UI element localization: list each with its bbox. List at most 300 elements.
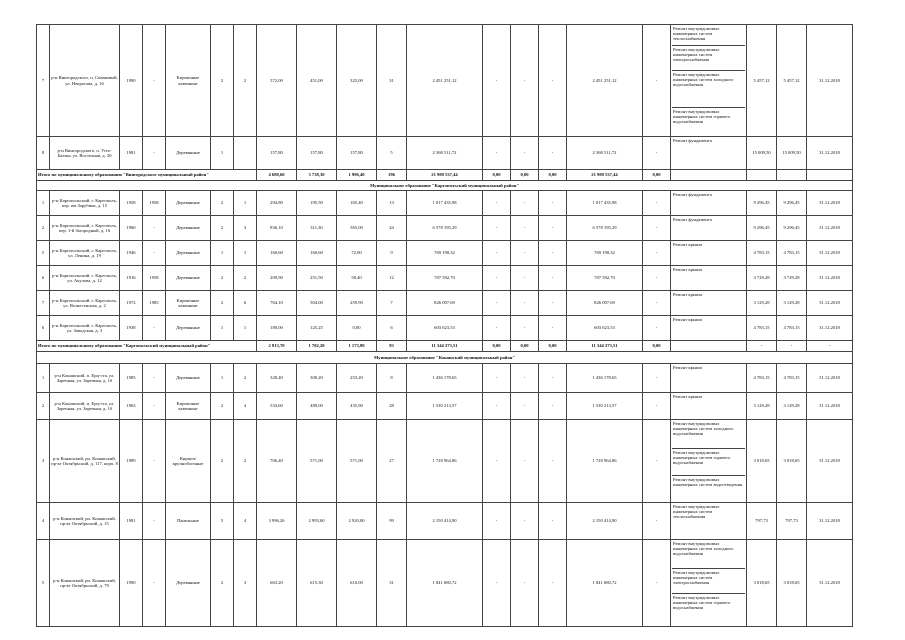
unit-cost: 4 783,15: [747, 241, 777, 266]
year-renovated: -: [143, 216, 166, 241]
table-row: [37, 420, 853, 503]
year-built: 1972: [120, 291, 143, 316]
completion-date: 31.12.2018: [807, 316, 853, 341]
completion-date: 31.12.2018: [807, 393, 853, 420]
work-type: Ремонт внутридомовых инженерных систем холодного водоснабжения: [672, 71, 745, 108]
completion-date: 31.12.2018: [807, 420, 853, 503]
fund-source: -: [483, 291, 511, 316]
owners-funds: 11 344 373,51: [567, 341, 643, 352]
other-funds: -: [643, 291, 671, 316]
unit-cost: 3 729,28: [747, 266, 777, 291]
works-cell: [671, 540, 747, 627]
owners-funds: 2 451 251,12: [567, 25, 643, 137]
living-area: 489,00: [297, 393, 337, 420]
fund-source: -: [539, 291, 567, 316]
other-funds: -: [643, 540, 671, 627]
total-cost: 769 190,32: [407, 241, 483, 266]
year-built: 1938: [120, 316, 143, 341]
private-area: 325,00: [337, 25, 377, 137]
owners-funds: 1 530 213,57: [567, 393, 643, 420]
fund-source: 0,00: [511, 341, 539, 352]
living-area: 3 738,30: [297, 170, 337, 181]
works-cell: [671, 216, 747, 241]
fund-source: -: [511, 364, 539, 393]
residents: 8: [377, 364, 407, 393]
work-type: Ремонт внутридомовых инженерных систем теплоснабжения: [672, 25, 745, 46]
floors: 1: [211, 241, 234, 266]
table-row: [37, 137, 853, 170]
other-funds: -: [643, 25, 671, 137]
max-unit-cost: 3 129,28: [777, 291, 807, 316]
table-row: [37, 364, 853, 393]
works-cell: [671, 316, 747, 341]
living-area: 2 993,60: [297, 503, 337, 540]
wall-material: Деревянные: [166, 137, 211, 170]
works-cell: [671, 191, 747, 216]
fund-source: -: [539, 364, 567, 393]
total-cost: 2 150 414,90: [407, 503, 483, 540]
fund-source: -: [511, 241, 539, 266]
year-built: 1990: [120, 25, 143, 137]
year-renovated: -: [143, 25, 166, 137]
year-renovated: -: [143, 420, 166, 503]
section-header-row: [37, 352, 853, 364]
max-unit-cost: 797,73: [777, 503, 807, 540]
fund-source: -: [483, 540, 511, 627]
floors: 1: [211, 364, 234, 393]
address-cell: р-н Конашский, п. Ерц-ста, ул. Заречная, ул. Заречная, д. 1б: [50, 393, 120, 420]
total-cost: 787 592,70: [407, 266, 483, 291]
other-funds: -: [643, 316, 671, 341]
works-cell: [671, 364, 747, 393]
fund-source: -: [539, 503, 567, 540]
fund-source: -: [511, 216, 539, 241]
fund-source: -: [483, 503, 511, 540]
wall-material: Деревянные: [166, 364, 211, 393]
address-cell: р-н Каргопольский, г. Каргополь, ул. Акулова, д. 12: [50, 266, 120, 291]
fund-source: 0,00: [483, 170, 511, 181]
row-number: 5: [37, 241, 50, 266]
total-area: 663,20: [257, 540, 297, 627]
unit-cost: 3 018,65: [747, 540, 777, 627]
living-area: 251,50: [297, 266, 337, 291]
other-funds: -: [643, 420, 671, 503]
fund-source: -: [511, 393, 539, 420]
total-cost: 6 578 195,29: [407, 216, 483, 241]
owners-funds: 1 728 964,86: [567, 420, 643, 503]
total-area: 533,60: [257, 393, 297, 420]
table-row: [37, 25, 853, 137]
floors: 2: [211, 540, 234, 627]
living-area: 571,00: [297, 420, 337, 503]
entrances: 1: [234, 191, 257, 216]
wall-material: Деревянные: [166, 216, 211, 241]
fund-source: -: [511, 420, 539, 503]
fund-source: -: [511, 191, 539, 216]
max-unit-cost: 4 783,15: [777, 364, 807, 393]
fund-source: -: [511, 316, 539, 341]
total-area: 328,40: [257, 364, 297, 393]
total-cost: 21 909 537,44: [407, 170, 483, 181]
entrances: 1: [234, 316, 257, 341]
works-cell: [671, 291, 747, 316]
total-area: 209,90: [257, 266, 297, 291]
owners-funds: 2 368 511,72: [567, 137, 643, 170]
living-area: 195,50: [297, 191, 337, 216]
year-renovated: -: [143, 503, 166, 540]
table-row: [37, 291, 853, 316]
wall-material: Кирпич/ крупноблочные: [166, 420, 211, 503]
living-area: 125,25: [297, 316, 337, 341]
fund-source: -: [511, 503, 539, 540]
work-type: Ремонт внутридомовых инженерных систем холодного водоснабжения: [672, 420, 745, 449]
fund-source: -: [539, 241, 567, 266]
private-area: 571,00: [337, 420, 377, 503]
owners-funds: 1 436 178,65: [567, 364, 643, 393]
residents: 6: [377, 316, 407, 341]
work-type: Ремонт крыши: [673, 242, 702, 247]
fund-source: -: [511, 540, 539, 627]
private-area: 565,00: [337, 216, 377, 241]
completion-date: 31.12.2018: [807, 503, 853, 540]
residents: 13: [377, 191, 407, 216]
row-number: 2: [37, 393, 50, 420]
other-funds: 0,00: [643, 170, 671, 181]
work-type: Ремонт крыши: [673, 267, 702, 272]
address-cell: р-н Каргопольский, г. Каргополь, ул. Вознесенская, д. 2: [50, 291, 120, 316]
completion-date: 31.12.2018: [807, 540, 853, 627]
max-unit-cost: 5 457,12: [777, 25, 807, 137]
work-type: Ремонт фундамента: [673, 192, 712, 197]
address-cell: р-н Каргопольский, г. Каргополь, пер. 1-й Загородный, д. 16: [50, 216, 120, 241]
total-cost: 1 728 964,86: [407, 420, 483, 503]
year-built: 1960: [120, 216, 143, 241]
private-area: 157,80: [337, 137, 377, 170]
fund-source: -: [483, 216, 511, 241]
max-unit-cost: -: [777, 341, 807, 352]
year-built: 1963: [120, 393, 143, 420]
wall-material: Деревянные: [166, 540, 211, 627]
entrances: 4: [234, 503, 257, 540]
works-cell: [671, 393, 747, 420]
works-cell: [671, 420, 747, 503]
total-cost: 1 017 435,98: [407, 191, 483, 216]
completion-date: -: [807, 341, 853, 352]
works-cell: [671, 503, 747, 540]
fund-source: -: [539, 393, 567, 420]
address-cell: р-н Каргопольский, г. Каргополь, ул. Ленина, д. 19: [50, 241, 120, 266]
table-row: [37, 216, 853, 241]
total-area: 160,60: [257, 241, 297, 266]
floors: 2: [211, 291, 234, 316]
wall-material: Кирпичные каменные: [166, 291, 211, 316]
work-type: Ремонт внутридомовых инженерных систем горячего водоснабжения: [673, 595, 731, 611]
works-cell: [671, 341, 747, 352]
total-area: 764,10: [257, 291, 297, 316]
unit-cost: 9 296,45: [747, 216, 777, 241]
wall-material: Деревянные: [166, 266, 211, 291]
address-cell: р-н Конашский, рп. Конашский, пр-кт Октябрьский, д. 117, корп. 8: [50, 420, 120, 503]
wall-material: Деревянные: [166, 316, 211, 341]
year-built: 1985: [120, 364, 143, 393]
row-number: 6: [37, 316, 50, 341]
year-built: 1958: [120, 191, 143, 216]
work-type: Ремонт внутридомовых инженерных систем холодного водоснабжения: [672, 540, 745, 569]
row-number: 7: [37, 291, 50, 316]
wall-material: Деревянные: [166, 191, 211, 216]
works-cell: [671, 170, 747, 181]
entrances: 2: [234, 25, 257, 137]
year-built: 1916: [120, 266, 143, 291]
private-area: 253,20: [337, 364, 377, 393]
owners-funds: 1 017 435,98: [567, 191, 643, 216]
year-built: 1981: [120, 137, 143, 170]
owners-funds: 21 909 537,44: [567, 170, 643, 181]
other-funds: -: [643, 216, 671, 241]
residents: 99: [377, 503, 407, 540]
total-area: 2 813,70: [257, 341, 297, 352]
address-cell: р-н Вингородского, п. Сиваковый, ул. Некрасова, д. 16: [50, 25, 120, 137]
row-number: 1: [37, 364, 50, 393]
year-renovated: -: [143, 316, 166, 341]
residents: 7: [377, 291, 407, 316]
fund-source: -: [539, 316, 567, 341]
work-type: Ремонт внутридомовых инженерных систем водоотведения: [673, 477, 743, 488]
year-renovated: 1958: [143, 191, 166, 216]
other-funds: -: [643, 137, 671, 170]
floors: 2: [211, 191, 234, 216]
private-area: 610,00: [337, 540, 377, 627]
private-area: 1 996,40: [337, 170, 377, 181]
total-row: [37, 170, 853, 181]
fund-source: 0,00: [483, 341, 511, 352]
other-funds: -: [643, 191, 671, 216]
entrances: 4: [234, 393, 257, 420]
max-unit-cost: 3 018,65: [777, 420, 807, 503]
unit-cost: 3 129,28: [747, 393, 777, 420]
fund-source: 0,00: [511, 170, 539, 181]
living-area: 615,30: [297, 540, 337, 627]
max-unit-cost: [777, 170, 807, 181]
address-cell: р-н Каргопольский, г. Каргополь, пер. им.Зарубина, д. 15: [50, 191, 120, 216]
table-row: [37, 241, 853, 266]
residents: 196: [377, 170, 407, 181]
fund-source: -: [483, 191, 511, 216]
entrances: [234, 137, 257, 170]
unit-cost: 4 783,15: [747, 316, 777, 341]
works-cell: [671, 266, 747, 291]
living-area: 451,00: [297, 25, 337, 137]
fund-source: -: [483, 137, 511, 170]
max-unit-cost: 15 009,50: [777, 137, 807, 170]
fund-source: -: [539, 25, 567, 137]
residents: 31: [377, 25, 407, 137]
entrances: 2: [234, 420, 257, 503]
housing-repair-table: [36, 24, 853, 627]
address-cell: р-н Конашский, рп. Конашский, пр-кт Октябрьский, д. 79: [50, 540, 120, 627]
max-unit-cost: 3 129,28: [777, 393, 807, 420]
entrances: 3: [234, 216, 257, 241]
completion-date: 31.12.2018: [807, 191, 853, 216]
total-area: 706,40: [257, 420, 297, 503]
section-title: Муниципальное образование "Конашский муниципальный район": [37, 352, 853, 364]
owners-funds: 2 150 414,90: [567, 503, 643, 540]
entrances: 3: [234, 540, 257, 627]
residents: 27: [377, 420, 407, 503]
max-unit-cost: 4 783,15: [777, 316, 807, 341]
unit-cost: [747, 170, 777, 181]
completion-date: 31.12.2018: [807, 216, 853, 241]
residents: 9: [377, 241, 407, 266]
completion-date: 31.12.2018: [807, 25, 853, 137]
owners-funds: 603 623,53: [567, 316, 643, 341]
year-built: 1981: [120, 503, 143, 540]
fund-source: -: [483, 266, 511, 291]
private-area: 259,90: [337, 291, 377, 316]
residents: 12: [377, 266, 407, 291]
year-renovated: 1958: [143, 266, 166, 291]
living-area: 504,00: [297, 291, 337, 316]
owners-funds: 826 007,69: [567, 291, 643, 316]
other-funds: -: [643, 364, 671, 393]
wall-material: Кирпичные каменные: [166, 393, 211, 420]
year-built: 1989: [120, 420, 143, 503]
work-type: Ремонт крыши: [673, 394, 702, 399]
fund-source: -: [483, 316, 511, 341]
floors: 1: [211, 137, 234, 170]
total-area: 180,00: [257, 316, 297, 341]
total-area: 4 680,60: [257, 170, 297, 181]
fund-source: -: [539, 266, 567, 291]
max-unit-cost: 3 018,65: [777, 540, 807, 627]
living-area: 1 702,20: [297, 341, 337, 352]
address-cell: р-н Каргопольский, г. Каргополь, ул. Заводская, д. 3: [50, 316, 120, 341]
owners-funds: 6 578 195,29: [567, 216, 643, 241]
work-type: Ремонт внутридомовых инженерных систем горячего водоснабжения: [673, 109, 731, 125]
fund-source: -: [539, 420, 567, 503]
fund-source: 0,00: [539, 170, 567, 181]
private-area: 72,00: [337, 241, 377, 266]
unit-cost: 3 129,28: [747, 291, 777, 316]
unit-cost: 15 009,50: [747, 137, 777, 170]
year-renovated: -: [143, 364, 166, 393]
total-row: [37, 341, 853, 352]
other-funds: -: [643, 266, 671, 291]
unit-cost: 4 783,15: [747, 364, 777, 393]
total-label: Итого по муниципальному образованию "Каргопольский муниципальный район": [37, 341, 257, 352]
fund-source: -: [539, 191, 567, 216]
fund-source: -: [483, 364, 511, 393]
fund-source: -: [539, 216, 567, 241]
private-area: 435,90: [337, 393, 377, 420]
work-type: Ремонт фундамента: [673, 217, 712, 222]
unit-cost: -: [747, 341, 777, 352]
fund-source: -: [511, 266, 539, 291]
unit-cost: 3 018,65: [747, 420, 777, 503]
work-type: Ремонт внутридомовых инженерных систем теплоснабжения: [673, 504, 720, 520]
total-cost: 1 436 178,65: [407, 364, 483, 393]
work-type: Ремонт внутридомовых инженерных систем горячего водоснабжения: [672, 449, 745, 476]
table-row: [37, 266, 853, 291]
completion-date: 31.12.2018: [807, 291, 853, 316]
wall-material: Панельные: [166, 503, 211, 540]
fund-source: -: [511, 137, 539, 170]
row-number: 4: [37, 503, 50, 540]
completion-date: 31.12.2018: [807, 137, 853, 170]
year-renovated: -: [143, 540, 166, 627]
living-area: 300,20: [297, 364, 337, 393]
residents: 28: [377, 393, 407, 420]
fund-source: 0,00: [539, 341, 567, 352]
fund-source: -: [483, 241, 511, 266]
work-type: Ремонт фундамента: [673, 138, 712, 143]
entrances: 2: [234, 266, 257, 291]
works-cell: [671, 137, 747, 170]
table-row: [37, 393, 853, 420]
private-area: 2 920,00: [337, 503, 377, 540]
private-area: 0,00: [337, 316, 377, 341]
total-area: 3 996,26: [257, 503, 297, 540]
row-number: 3: [37, 420, 50, 503]
year-renovated: 1985: [143, 291, 166, 316]
total-cost: 1 841 680,72: [407, 540, 483, 627]
total-cost: 1 530 213,57: [407, 393, 483, 420]
unit-cost: 5 457,12: [747, 25, 777, 137]
address-cell: р-н Конашский, п. Ерц-ста, ул. Заречная, ул. Заречная, д. 1б: [50, 364, 120, 393]
works-cell: [671, 241, 747, 266]
private-area: 165,40: [337, 191, 377, 216]
residents: 31: [377, 540, 407, 627]
floors: 2: [211, 25, 234, 137]
fund-source: -: [539, 540, 567, 627]
works-cell: [671, 25, 747, 137]
table-row: [37, 191, 853, 216]
row-number: 2: [37, 216, 50, 241]
floors: 1: [211, 316, 234, 341]
row-number: 8: [37, 137, 50, 170]
row-number: 1: [37, 191, 50, 216]
max-unit-cost: 9 296,45: [777, 216, 807, 241]
private-area: 58,40: [337, 266, 377, 291]
entrances: 1: [234, 241, 257, 266]
living-area: 157,80: [297, 137, 337, 170]
total-label: Итого по муниципальному образованию "Вингородского муниципальный район": [37, 170, 257, 181]
work-type: Ремонт крыши: [673, 365, 702, 370]
total-area: 294,80: [257, 191, 297, 216]
wall-material: Кирпичные каменные: [166, 25, 211, 137]
other-funds: -: [643, 393, 671, 420]
row-number: 7: [37, 25, 50, 137]
residents: 44: [377, 216, 407, 241]
year-built: 1990: [120, 540, 143, 627]
other-funds: -: [643, 241, 671, 266]
total-cost: 11 344 373,51: [407, 341, 483, 352]
work-type: Ремонт внутридомовых инженерных систем электроснабжения: [672, 46, 745, 71]
owners-funds: 769 190,32: [567, 241, 643, 266]
total-area: 836,10: [257, 216, 297, 241]
other-funds: 0,00: [643, 341, 671, 352]
total-cost: 2 368 511,72: [407, 137, 483, 170]
total-cost: 2 451 251,12: [407, 25, 483, 137]
row-number: 5: [37, 540, 50, 627]
max-unit-cost: 3 729,28: [777, 266, 807, 291]
work-type: Ремонт внутридомовых инженерных систем электроснабжения: [672, 569, 745, 594]
section-title: Муниципальное образование "Каргопольский муниципальный район": [37, 181, 853, 191]
section-header-row: [37, 181, 853, 191]
fund-source: -: [483, 420, 511, 503]
floors: 5: [211, 503, 234, 540]
fund-source: -: [483, 25, 511, 137]
